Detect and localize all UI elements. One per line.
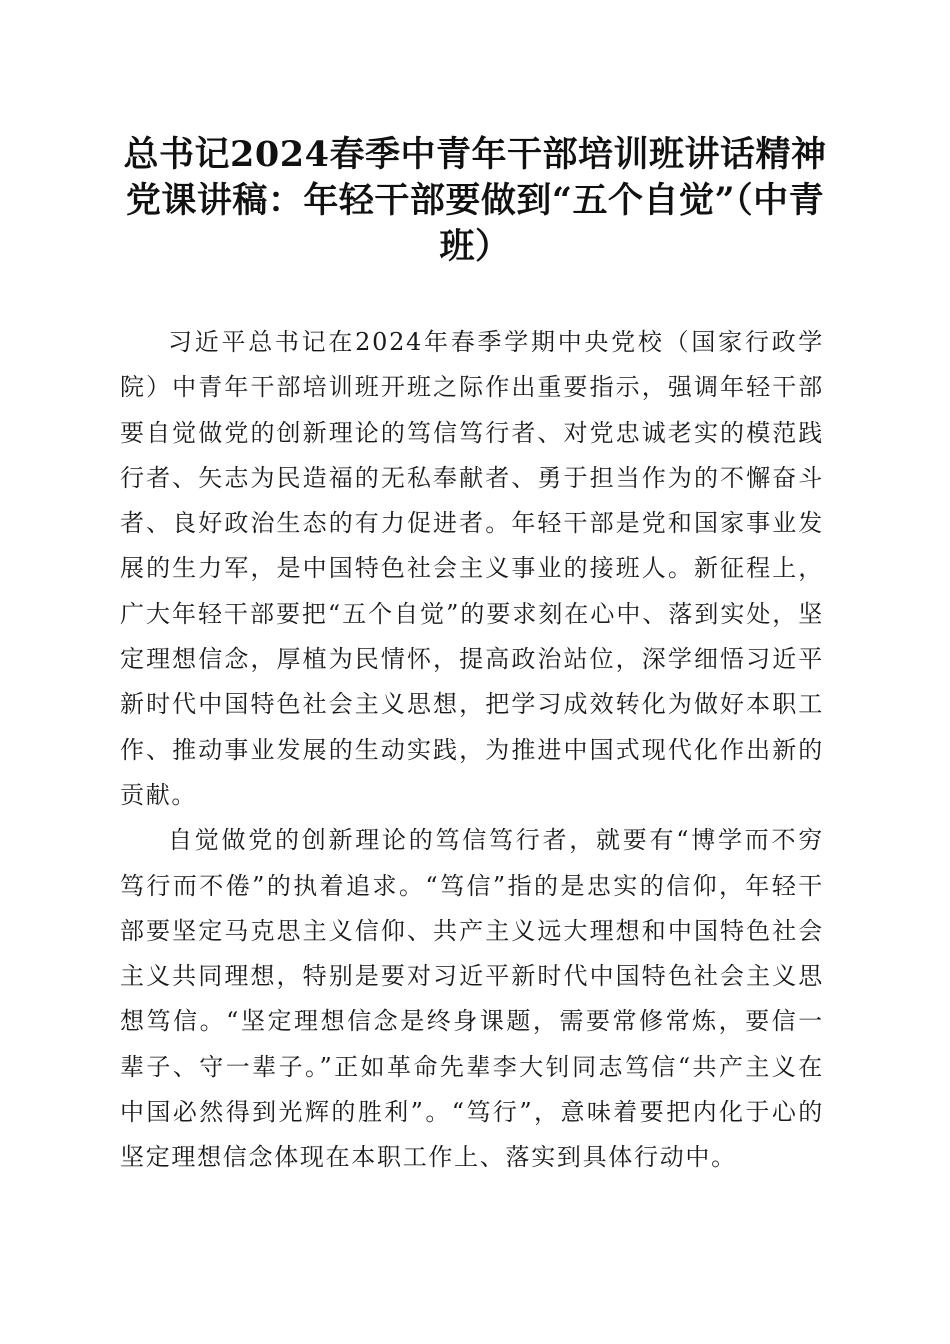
body-paragraph-1: 习近平总书记在2024年春季学期中央党校（国家行政学院）中青年干部培训班开班之际作出重要指示，强调年轻干部要自觉做党的创新理论的笃信笃行者、对党忠诚老实的模范践行者、矢志为民造福的无私奉献者、勇于担当作为的不懈奋斗者、良好政治生态的有力促进者。年轻干部是党和国家事业发展的生力军，是中国特色社会主义事业的接班人。新征程上，广大年轻干部要把“五个自觉”的要求刻在心中、落到实处，坚定理想信念，厚植为民情怀，提高政治站位，深学细悟习近平新时代中国特色社会主义思想，把学习成效转化为做好本职工作、推动事业发展的生动实践，为推进中国式现代化作出新的贡献。 xyxy=(120,328,824,809)
body-paragraph-2: 自觉做党的创新理论的笃信笃行者，就要有“博学而不穷笃行而不倦”的执着追求。“笃信”指的是忠实的信仰，年轻干部要坚定马克思主义信仰、共产主义远大理想和中国特色社会主义共同理想，特别是要对习近平新时代中国特色社会主义思想笃信。“坚定理想信念是终身课题，需要常修常炼，要信一辈子、守一辈子。”正如革命先辈李大钊同志笃信“共产主义在中国必然得到光辉的胜利”。“笃行”，意味着要把内化于心的坚定理想信念体现在本职工作上、落实到具体行动中。 xyxy=(120,826,824,1172)
document-body xyxy=(120,320,824,1181)
document-title: 总书记2024春季中青年干部培训班讲话精神党课讲稿：年轻干部要做到“五个自觉”（中青班） xyxy=(123,134,827,267)
